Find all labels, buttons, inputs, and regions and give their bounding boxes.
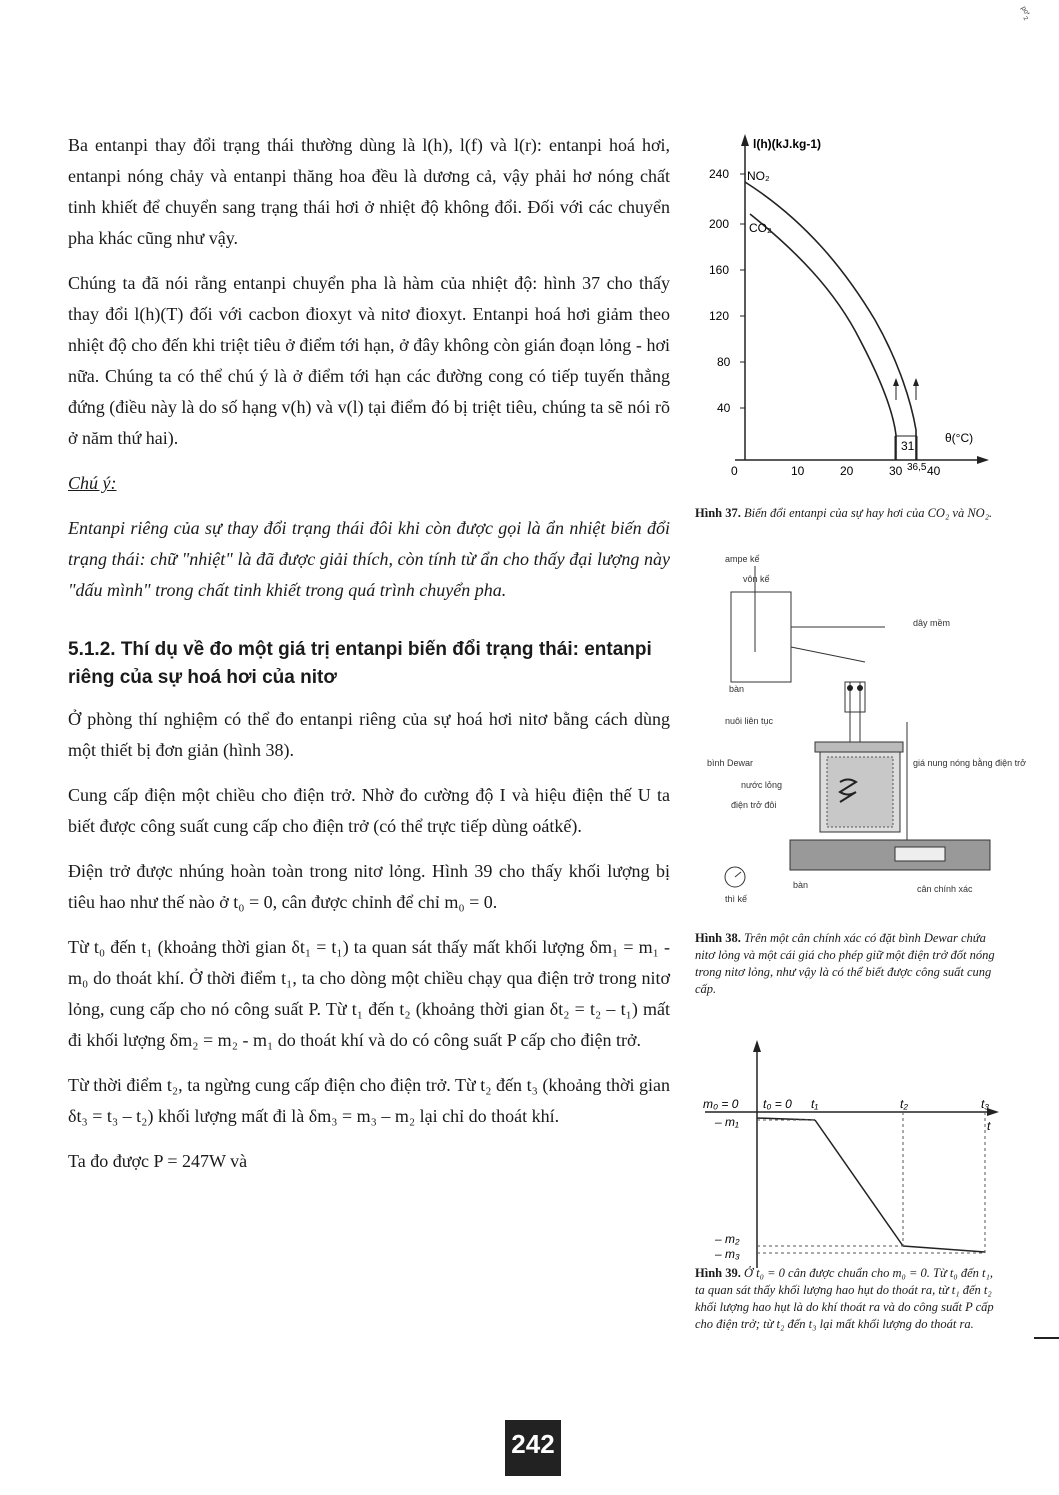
label-can-chinh-xac: cân chính xác [917,884,973,894]
t1-label: t₁ [811,1097,819,1111]
fig38-caption-text: Trên một cân chính xác có đặt bình Dewar chứa nitơ lỏng và một cái giá cho phép giữ một điện trở đốt nóng trong nitơ lỏng, như vậy là có thể biết được công suất cung cấp. [695,931,995,996]
label-ban-2: bàn [793,880,809,890]
m3-label: – m₃ [715,1247,740,1261]
figure-39-chart [695,1038,1005,1268]
paragraph-8: Ta đo được P = 247W và [68,1151,248,1171]
note-title: Chú ý: [68,473,117,493]
ytick-160: 160 [709,263,730,277]
xtick-20: 20 [840,464,854,478]
label-day-mem: dây mềm [913,618,951,628]
xtick-10: 10 [791,464,805,478]
m1-label: – m₁ [715,1115,739,1129]
paragraph-1: Ba entanpi thay đổi trạng thái thường dùng là l(h), l(f) và l(r): entanpi hoá hơi, entanpi nóng chảy và entanpi thăng hoa đều là dương cả, vậy phải hơ nóng chất tinh khiết để chuyển sang trạng thái hơi ở nhiệt độ không đổi. Đối với các chuyển pha khác cũng như vậy. [68,135,670,248]
page-number: 242 [505,1420,561,1476]
t2-label: t₂ [900,1097,908,1111]
xtick-0: 0 [731,464,738,478]
label-thi-ke: thì kế [725,894,748,904]
figure-37-chart [695,130,995,500]
fig38-caption-num: Hình 38. [695,931,741,945]
label-ban: bàn [729,684,745,694]
t-axis-label: t [987,1119,991,1133]
label-ampe-ke: ampe kế [725,554,760,564]
corner-mark: ᵖᵒ'₂ [1016,4,1033,23]
paragraph-2: Chúng ta đã nói rằng entanpi chuyển pha là hàm của nhiệt độ: hình 37 cho thấy thay đổi l(h)(T) đối với cacbon đioxyt và nitơ đioxyt. Entanpi hoá hơi giảm theo nhiệt độ cho đến khi triệt tiêu ở điểm tới hạn, ở đây không còn gián đoạn lỏng - hơi nữa. Chúng ta có thể chú ý là ở điểm tới hạn các đường cong có tiếp tuyến thẳng đứng (điều này là do số hạng v(h) và v(l) tại điểm đó bị triệt tiêu, chúng ta sẽ nói rõ ở năm thứ hai). [68,273,670,448]
fig39-caption-text: Ở t₀ = 0 cân được chuẩn cho m₀ = 0. Từ t₀ đến t₁, ta quan sát thấy khối lượng hao hụt do thoát ra, từ t₁ đến t₂ khối lượng hao hụt là do khí thoát ra và do công suất P cấp cho điện trở; từ t₂ đến t₃ lại mất khối lượng do thoát ra. [695,1266,994,1331]
xtick-30: 30 [889,464,903,478]
co2-label: CO₂ [749,221,772,235]
fig37-xlabel: θ(°C) [945,431,974,445]
main-text-column [68,130,670,1191]
m0-label: m₀ = 0 [703,1097,739,1111]
label-binh-dewar: bình Dewar [707,758,754,768]
figure-39-caption [695,1265,995,1333]
fig37-caption-text: Biến đổi entanpi của sự hay hơi của CO₂ và NO₂. [743,506,993,520]
margin-rule [1034,1337,1059,1339]
m2-label: – m₂ [715,1232,740,1246]
xtick-31: 31 [901,439,915,453]
ytick-240: 240 [709,167,730,181]
paragraph-7: Từ thời điểm t₂, ta ngừng cung cấp điện cho điện trở. Từ t₂ đến t₃ (khoảng thời gian δt₃ = t₃ – t₂) khối lượng mất đi là δm₃ = m₃ – m₂ lại chỉ do thoát khí. [68,1075,670,1126]
label-nuoi-lien-tuc: nuôi liên tục [725,716,774,726]
ytick-200: 200 [709,217,730,231]
fig37-caption-num: Hình 37. [695,506,741,520]
section-heading: 5.1.2. Thí dụ về đo một giá trị entanpi biến đổi trạng thái: entanpi riêng của sự hoá hơi của nitơ [68,639,652,688]
paragraph-3: Ở phòng thí nghiệm có thể đo entanpi riêng của sự hoá hơi nitơ bằng cách dùng một thiết bị đơn giản (hình 38). [68,709,670,760]
figure-38-caption [695,930,995,998]
note-body: Entanpi riêng của sự thay đổi trạng thái đôi khi còn được gọi là ẩn nhiệt biến đổi trạng thái: chữ "nhiệt" là đã được giải thích, còn tính từ ẩn cho thấy đại lượng này "dấu mình" trong chất tinh khiết trong quá trình chuyển pha. [68,518,670,600]
paragraph-4: Cung cấp điện một chiều cho điện trở. Nhờ đo cường độ I và hiệu điện thế U ta biết được công suất cung cấp cho điện trở (có thể trực tiếp dùng oátkế). [68,785,670,836]
label-nuoc-long: nước lỏng [741,780,782,790]
t3-label: t₃ [981,1097,990,1111]
fig39-caption-num: Hình 39. [695,1266,741,1280]
ytick-120: 120 [709,309,730,323]
label-dien-tro-doi: điện trở đôi [731,800,777,810]
label-von-ke: vôn kế [743,574,770,584]
figure-37-caption [695,505,995,522]
no2-label: NO₂ [747,169,770,183]
ytick-80: 80 [717,355,731,369]
fig37-ylabel: l(h)(kJ.kg-1) [753,137,822,151]
label-gia-nung-nong: giá nung nóng bằng điện trở [913,758,1026,768]
xtick-40: 40 [927,464,941,478]
paragraph-5: Điện trở được nhúng hoàn toàn trong nitơ lỏng. Hình 39 cho thấy khối lượng bị tiêu hao như thế nào ở t₀ = 0, cân được chỉnh để chỉ m₀ = 0. [68,861,670,912]
t0-label: t₀ = 0 [763,1097,792,1111]
paragraph-6: Từ t₀ đến t₁ (khoảng thời gian δt₁ = t₁) ta quan sát thấy mất khối lượng δm₁ = m₁ - m₀ do thoát khí. Ở thời điểm t₁, ta cho dòng một chiều chạy qua điện trở trong nitơ lỏng, cung cấp cho nó công suất P. Từ t₁ đến t₂ (khoảng thời gian δt₂ = t₂ – t₁) mất đi khối lượng δm₂ = m₂ - m₁ do thoát khí và do có công suất P cấp cho điện trở. [68,937,670,1050]
xtick-36-5: 36,5 [907,462,927,473]
figure-38-apparatus [695,552,1026,917]
ytick-40: 40 [717,401,731,415]
